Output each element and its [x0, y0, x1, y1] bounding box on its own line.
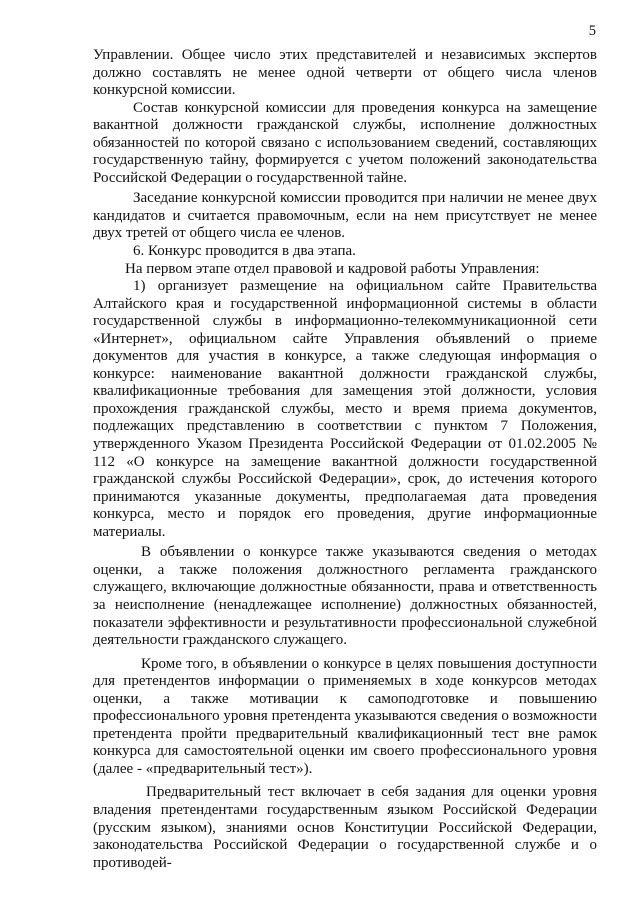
- paragraph-evaluation-methods: В объявлении о конкурсе также указываются сведения о методах оценки, а также положения должностного регламента гражданского служащего, включающие должностные обязанности, права и ответственность за неисполнение (ненадлежащее исполнение) должностных обязанностей, показатели эффективности и результативности профессиональной служебной деятельности гражданского служащего.: [93, 544, 597, 649]
- paragraph-commission-experts: Управлении. Общее число этих представителей и независимых экспертов должно составлять не менее одной четверти от общего числа членов конкурсной комиссии.: [93, 47, 597, 99]
- page-number: 5: [588, 23, 596, 39]
- paragraph-preliminary-test-content: Предварительный тест включает в себя задания для оценки уровня владения претендентами государственным языком Российской Федерации (русским языком), знаниями основ Конституции Российской Федерации, законодательства Российской Федерации о государственной службе и о противодей-: [93, 784, 597, 871]
- paragraph-first-stage: На первом этапе отдел правовой и кадровой работы Управления:: [125, 260, 540, 277]
- document-body: [93, 47, 597, 872]
- paragraph-commission-meeting: Заседание конкурсной комиссии проводится при наличии не менее двух кандидатов и считается правомочным, если на нем присутствует не менее двух третей от общего числа ее членов.: [93, 190, 597, 242]
- paragraph-two-stages: 6. Конкурс проводится в два этапа.: [133, 243, 356, 260]
- paragraph-preliminary-test-info: Кроме того, в объявлении о конкурсе в целях повышения доступности для претендентов информации о применяемых в ходе конкурсов методах оценки, а также мотивации к самоподготовке и повышению профессионального уровня претендента указываются сведения о возможности претендента пройти предварительный квалификационный тест вне рамок конкурса для самостоятельной оценки им своего профессионального уровня (далее - «предварительный тест»).: [93, 655, 597, 777]
- paragraph-commission-composition: Состав конкурсной комиссии для проведения конкурса на замещение вакантной должности гражданской службы, исполнение должностных обязанностей по которой связано с использованием сведений, составляющих государственную тайну, формируется с учетом положений законодательства Российской Федерации о государственной тайне.: [93, 99, 597, 186]
- paragraph-announcement-publication: 1) организует размещение на официальном сайте Правительства Алтайского края и государственной информационной системы в области государственной службы в информационно-телекоммуникационной сети «Интернет», официальном сайте Управления объявлений о приеме документов для участия в конкурсе, а также следующая информация о конкурсе: наименование вакантной должности гражданской службы, квалификационные требования для замещения этой должности, условия прохождения гражданской службы, место и время приема документов, подлежащих представлению в соответствии с пунктом 7 Положения, утвержденного Указом Президента Российской Федерации от 01.02.2005 № 112 «О конкурсе на замещение вакантной должности государственной гражданской службы Российской Федерации», срок, до истечения которого принимаются указанные документы, предполагаемая дата проведения конкурса, место и порядок его проведения, другие информационные материалы.: [93, 278, 597, 540]
